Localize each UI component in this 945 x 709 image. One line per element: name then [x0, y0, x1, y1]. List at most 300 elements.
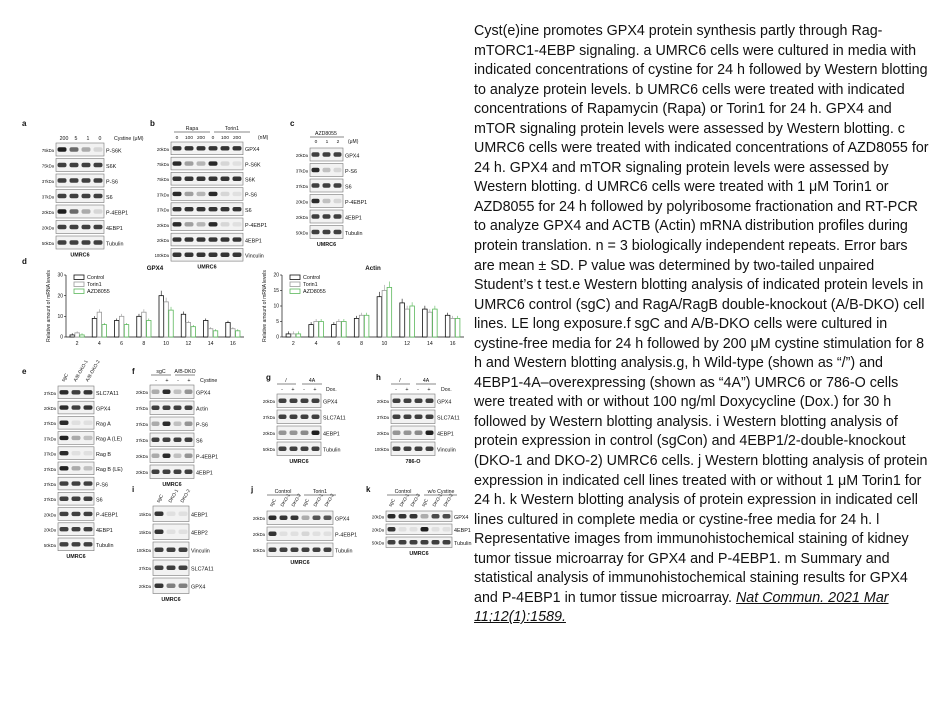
panel-c-mw-label: 20kDa — [295, 152, 308, 158]
panel-f-band-label: P-4EBP1 — [196, 454, 219, 461]
chart-0-bar — [75, 333, 79, 337]
panel-g-band — [301, 415, 309, 419]
panel-b-conc: 0 — [175, 136, 179, 141]
panel-e-band — [72, 542, 81, 546]
panel-k-band — [399, 540, 407, 544]
panel-e-band — [60, 527, 69, 531]
panel-a-band — [82, 209, 91, 213]
panel-a-mw-label: 20kDa — [41, 225, 54, 231]
panel-h-band — [393, 431, 401, 435]
panel-f-band-label: 4EBP1 — [196, 470, 213, 477]
chart-0-bar — [236, 331, 240, 337]
panel-j-lane: DKO-1 — [312, 492, 324, 508]
panel-k-band — [410, 540, 418, 544]
panel-j-band — [302, 532, 310, 536]
panel-k-band — [432, 527, 440, 531]
panel-a-band — [82, 178, 91, 182]
chart-1-bar — [382, 291, 387, 338]
panel-a-mw-label: 37kDa — [41, 178, 54, 184]
panel-j-band — [280, 548, 288, 552]
panel-k-group: Control — [394, 489, 412, 495]
figure-canvas — [20, 112, 472, 603]
panel-b-band — [209, 253, 218, 257]
panel-e-band — [84, 390, 93, 394]
chart-0-bar — [181, 314, 185, 337]
panel-b-band — [209, 207, 218, 211]
panel-i-band — [167, 530, 176, 534]
panel-b-conc: 200 — [196, 136, 206, 141]
panel-g-letter: g — [266, 373, 271, 382]
chart-0-bar — [80, 335, 84, 337]
panel-h-sign: - — [417, 387, 419, 393]
panel-b-band-label: 4EBP1 — [245, 238, 262, 245]
panel-b-strip — [171, 142, 243, 155]
panel-f-band — [163, 406, 171, 410]
panel-k-band — [421, 540, 429, 544]
panel-h-band-label: Vinculin — [437, 447, 456, 454]
panel-g-band — [301, 447, 309, 451]
chart-1-x-tick-label: 2 — [291, 341, 295, 347]
panel-b-band-label: S6 — [245, 207, 252, 214]
panel-e-band-label: Rag A (LE) — [96, 436, 123, 443]
panel-e-band-label: Rag A — [96, 421, 111, 428]
panel-f-band — [152, 406, 160, 410]
panel-f-group: sgC — [156, 369, 166, 375]
panel-a-band — [82, 147, 91, 151]
panel-c-conc: 1 — [325, 140, 329, 145]
panel-b-mw-label: 20kDa — [156, 222, 169, 228]
panel-e-band — [72, 405, 81, 409]
panel-c-mw-label: 37kDa — [295, 183, 308, 189]
panel-j-strip — [267, 543, 333, 557]
chart-0-bar — [204, 320, 208, 337]
citation-link[interactable]: Nat Commun. 2021 Mar 11;12(1):1589. — [474, 589, 889, 626]
panel-a-band — [94, 163, 103, 167]
panel-b-band — [221, 161, 230, 165]
chart-1-bar — [296, 334, 301, 337]
panel-e-band — [84, 527, 93, 531]
chart-0-bar — [124, 325, 128, 337]
panel-b-band — [185, 192, 194, 196]
panel-b-band — [233, 237, 242, 241]
panel-i-band — [179, 548, 188, 552]
panel-k-lane: sgC — [420, 497, 429, 508]
panel-b-mw-label: 20kDa — [156, 146, 169, 152]
panel-g-band — [312, 399, 320, 403]
panel-b-band-label: GPX4 — [245, 147, 260, 154]
chart-1-bar — [455, 318, 460, 337]
chart-0-legend-swatch — [74, 275, 84, 280]
chart-0-legend-swatch — [74, 282, 84, 287]
panel-c-band — [312, 183, 320, 187]
panel-e-band-label: P-S6 — [96, 482, 108, 489]
panel-c-band-label: P-4EBP1 — [345, 199, 368, 206]
panel-b-conc: 0 — [211, 136, 215, 141]
panel-k-strip — [386, 511, 452, 522]
panel-e-band-label: S6 — [96, 497, 103, 504]
panel-g-band — [279, 447, 287, 451]
chart-1-x-tick-label: 10 — [381, 341, 388, 347]
panel-e-mw-label: 37kDa — [43, 482, 56, 487]
chart-1-bar — [337, 322, 342, 338]
panel-c-mw-label: 50kDa — [295, 230, 308, 236]
panel-f-sign: - — [155, 378, 157, 384]
panel-e-mw-label: 20kDa — [43, 512, 56, 518]
panel-b-band — [209, 192, 218, 196]
panel-k-lane: DKO-1 — [431, 492, 443, 508]
chart-1-bar — [359, 315, 364, 337]
chart-0-x-tick-label: 2 — [75, 341, 79, 347]
panel-b-band — [185, 161, 194, 165]
panel-a-band — [70, 178, 79, 182]
panel-e-band-label: 4EBP1 — [96, 527, 113, 534]
chart-1-bar — [364, 315, 369, 337]
panel-g-mw-label: 20kDa — [262, 399, 275, 405]
panel-a-band-label: S6K — [106, 163, 117, 170]
panel-c-band-label: S6 — [345, 184, 352, 191]
panel-i-lane: DKO-1 — [168, 488, 181, 504]
panel-b-mw-label: 100kDa — [154, 253, 169, 259]
panel-i-band-label: 4EBP2 — [191, 530, 208, 537]
panel-i-band-label: GPX4 — [191, 584, 206, 591]
panel-e-band-label: P-4EBP1 — [96, 512, 119, 519]
panel-e-band — [84, 481, 93, 485]
chart-0-legend-swatch — [74, 289, 84, 294]
panel-j-band — [324, 548, 332, 552]
chart-1-bar — [405, 309, 410, 337]
panel-f-band-label: S6 — [196, 438, 203, 445]
panel-b-band — [197, 222, 206, 226]
panel-b-band — [173, 177, 182, 181]
chart-1-bar — [319, 322, 324, 338]
chart-0-legend-label: Torin1 — [87, 282, 102, 288]
panel-b-band — [173, 237, 182, 241]
panel-c-band — [323, 152, 331, 156]
panel-i-band-label: Vinculin — [191, 548, 210, 555]
panel-i-band — [155, 512, 164, 516]
panel-k-mw-label: 20kDa — [371, 527, 384, 533]
panel-c-band — [334, 214, 342, 218]
panel-f-cell-label: UMRC6 — [162, 482, 182, 488]
chart-0-bar — [159, 296, 163, 337]
panel-k-band — [388, 540, 396, 544]
panel-c-band-label: 4EBP1 — [345, 215, 362, 222]
panel-e-band — [60, 481, 69, 485]
panel-b-conc: 100 — [184, 136, 194, 141]
panel-h-sign: - — [395, 387, 397, 393]
panel-b-strip — [171, 188, 243, 201]
panel-e-mw-label: 37kDa — [43, 451, 56, 457]
panel-h-band — [426, 399, 434, 403]
panel-h-mw-label: 37kDa — [376, 415, 389, 421]
chart-1-x-tick-label: 16 — [449, 341, 456, 347]
panel-i-band — [179, 566, 188, 570]
panel-b-band — [221, 146, 230, 150]
panel-a-band — [58, 209, 67, 213]
panel-g-sign: + — [291, 387, 295, 393]
panel-b-band — [173, 222, 182, 226]
chart-0-bar — [169, 310, 173, 337]
panel-b-conc: 100 — [220, 136, 230, 141]
panel-j-band — [313, 548, 321, 552]
panel-e-band — [72, 390, 81, 394]
chart-0-bar — [97, 312, 101, 337]
panel-a-band — [70, 240, 79, 244]
panel-b-band — [221, 177, 230, 181]
panel-a-band — [70, 209, 79, 213]
panel-i-band — [167, 566, 176, 570]
panel-e-band — [60, 466, 69, 470]
panel-j-band — [291, 548, 299, 552]
chart-1-bar — [387, 287, 392, 337]
chart-1-y-tick-label: 0 — [276, 334, 279, 341]
panel-j-band — [302, 548, 310, 552]
panel-e-band-label: Tubulin — [96, 543, 114, 550]
panel-e-band — [72, 497, 81, 501]
panel-e-band — [84, 421, 93, 425]
panel-h-sign: + — [427, 387, 431, 393]
panel-h-band — [393, 399, 401, 403]
panel-b-band — [221, 207, 230, 211]
panel-e-lane: sgC — [61, 373, 70, 383]
panel-i-mw-label: 15kDa — [138, 512, 151, 518]
chart-0-bar — [186, 323, 190, 337]
panel-e-mw-label: 20kDa — [43, 527, 56, 533]
panel-e-band — [84, 451, 93, 455]
panel-h-band — [393, 447, 401, 451]
chart-0-x-tick-label: 14 — [207, 341, 214, 347]
chart-0-title: GPX4 — [146, 265, 164, 272]
panel-e-band — [84, 436, 93, 440]
panel-a-mw-label: 50kDa — [41, 240, 54, 246]
panel-h-band — [415, 415, 423, 419]
panel-f-band — [185, 406, 193, 410]
panel-c-band — [323, 183, 331, 187]
panel-c-band — [334, 168, 342, 172]
panel-k-lane: DKO-2 — [442, 492, 454, 508]
chart-1-bar — [450, 318, 455, 337]
panel-c-band — [312, 214, 320, 218]
panel-g-band — [312, 431, 320, 435]
panel-i-cell-label: UMRC6 — [161, 597, 181, 603]
panel-b-band — [233, 177, 242, 181]
figure-panels — [20, 112, 472, 603]
panel-h-band — [393, 415, 401, 419]
chart-1-x-tick-label: 12 — [404, 341, 411, 347]
panel-g-band — [279, 399, 287, 403]
panel-c-band-label: GPX4 — [345, 153, 360, 160]
panel-a-band — [94, 209, 103, 213]
panel-i-lane: sgC — [156, 494, 165, 504]
chart-1-legend-swatch — [290, 282, 300, 287]
panel-h-sign: + — [405, 387, 409, 393]
panel-j-band — [291, 516, 299, 520]
panel-f-band — [163, 470, 171, 474]
chart-1-legend-label: Torin1 — [303, 282, 318, 288]
panel-a-band — [70, 225, 79, 229]
panel-b-letter: b — [150, 119, 155, 128]
panel-i-band — [179, 584, 188, 588]
chart-1-bar — [309, 325, 314, 337]
panel-k-lane: DKO-1 — [398, 492, 410, 508]
panel-c-mw-label: 20kDa — [295, 199, 308, 205]
panel-e-lane: A/B-DKO-2 — [85, 359, 102, 383]
panel-i-mw-label: 15kDa — [138, 530, 151, 536]
panel-j-mw-label: 20kDa — [252, 532, 265, 538]
panel-b-band — [233, 146, 242, 150]
chart-0-bar — [119, 316, 123, 337]
panel-f-mw-label: 20kDa — [135, 470, 148, 476]
panel-k-band — [443, 540, 451, 544]
panel-e-band — [84, 405, 93, 409]
chart-1-bar — [433, 309, 438, 337]
panel-k-band — [432, 514, 440, 518]
panel-h-band — [426, 431, 434, 435]
panel-f-mw-label: 20kDa — [135, 390, 148, 396]
panel-k-band — [399, 514, 407, 518]
panel-f-sign: - — [177, 378, 179, 384]
caption-text: Cyst(e)ine promotes GPX4 protein synthesis partly through Rag-mTORC1-4EBP signaling. a UMRC6 cells were cultured in media with indicated concentrations of cystine for 24 h followed by Western blotting to analyze protein levels. b UMRC6 cells were treated with indicated concentrations of Rapamycin (Rapa) or Torin1 for 24 h. GPX4 and mTOR signaling protein levels were assessed by Western blotting. c UMRC6 cells were treated with indicated concentrations of AZD8055 for 24 h. GPX4 and mTOR signaling protein levels were assessed by Western blotting. d UMRC6 cells were treated with 1 μM Torin1 or AZD8055 for 24 h followed by polyribosome fractionation and RT-PCR to analyze GPX4 and ACTB (Actin) mRNA distribution profiles during protein translation. n = 3 biologically independent repeats. Error bars are mean ± SD. P value was determined by two-tailed unpaired Student’s t test.e Western blotting analysis of indicated protein levels in UMRC6 control (sgC) and RagA/RagB double-knockout (A/B-DKO) cell lines. LE long exposure.f sgC and A/B-DKO cells were cultured in cystine-free media for 24 h followed by 200 μM cystine stimulation for 8 h and Western blotting analysis.g, h Wild-type (shown as “/”) and 4EBP1-4A–overexpressing (shown as “4A”) UMRC6 or 786-O cells were treated with or without 100 ng/ml Doxycycline (Dox.) for 30 h followed by Western blotting analysis. i Western blotting analysis of protein expression in control (sgCon) and 4EBP1/2-double-knockout (DKO-1 and DKO-2) UMRC6 cells. j Western blotting analysis of protein expression in indicated cell lines treated with or without 1 μM Torin1 for 24 h. k Western blotting analysis of protein expression in indicated cell lines cultured in complete media or cystine-free media for 24 h. l Representative images from immunohistochemical staining of kidney tumor tissue microarray for GPX4 and P-4EBP1. m Summary and statistical analysis of immunohistochemical staining results for GPX4 and P-4EBP1 in tumor tissue microarray. — [474, 23, 929, 606]
panel-i-band-label: 4EBP1 — [191, 512, 208, 519]
panel-h-band — [415, 431, 423, 435]
panel-b-mw-label: 37kDa — [156, 207, 169, 213]
panel-c-cell-label: UMRC6 — [316, 242, 337, 248]
panel-e-band — [72, 512, 81, 516]
panel-k-band — [432, 540, 440, 544]
panel-f-band — [163, 422, 171, 426]
panel-g-cell-label: UMRC6 — [289, 459, 309, 465]
panel-a-band — [58, 163, 67, 167]
panel-f-band — [163, 454, 171, 458]
panel-a-band — [70, 147, 79, 151]
panel-g-sign: - — [281, 387, 283, 393]
panel-f-sign: + — [187, 378, 191, 384]
panel-b-cell-label: UMRC6 — [197, 264, 217, 271]
panel-b-band — [233, 253, 242, 257]
panel-j-band — [269, 532, 277, 536]
panel-g-band — [290, 399, 298, 403]
panel-h-band — [415, 447, 423, 451]
chart-0-x-tick-label: 8 — [142, 341, 146, 347]
panel-b-unit: (nM) — [258, 135, 269, 141]
chart-1-bar — [377, 297, 382, 337]
chart-0-x-tick-label: 16 — [229, 341, 236, 347]
panel-h-cell-label: 786-O — [405, 459, 421, 465]
panel-k-band-label: GPX4 — [454, 515, 469, 521]
panel-f-group: A/B-DKO — [174, 369, 196, 375]
chart-1-legend-swatch — [290, 289, 300, 294]
panel-i-lane: DKO-2 — [180, 488, 193, 504]
panel-f-band — [174, 406, 182, 410]
panel-j-letter: j — [251, 485, 254, 494]
panel-b-strip — [171, 157, 243, 170]
panel-a-conc: 5 — [74, 136, 78, 142]
panel-f-band — [185, 422, 193, 426]
panel-e-band-label: SLC7A11 — [96, 391, 119, 398]
panel-e-band — [84, 497, 93, 501]
chart-0-legend-label: Control — [87, 275, 105, 281]
panel-f-band — [185, 454, 193, 458]
panel-i-band-label: SLC7A11 — [191, 566, 214, 573]
panel-e-band — [60, 497, 69, 501]
panel-a-band-label: 4EBP1 — [106, 225, 123, 232]
panel-a-band-label: P-S6 — [106, 179, 118, 186]
panel-b-band — [209, 161, 218, 165]
panel-f-band — [163, 390, 171, 394]
panel-i-letter: i — [132, 485, 135, 494]
panel-b-band — [173, 207, 182, 211]
panel-j-band — [313, 532, 321, 536]
panel-a-band — [58, 240, 67, 244]
panel-g-band — [301, 431, 309, 435]
panel-b-strip — [171, 233, 243, 246]
panel-k-band — [388, 527, 396, 531]
panel-k-band — [388, 514, 396, 518]
panel-b-strip — [171, 172, 243, 185]
panel-k-letter: k — [366, 485, 371, 494]
panel-g-band — [301, 399, 309, 403]
panel-c-band-label: P-S6 — [345, 168, 357, 175]
panel-b-band — [185, 207, 194, 211]
panel-i-mw-label: 100kDa — [136, 548, 151, 554]
chart-0-x-tick-label: 4 — [97, 341, 101, 347]
panel-f-band — [152, 470, 160, 474]
panel-j-lane: sgC — [301, 497, 310, 508]
panel-f-band-label: GPX4 — [196, 390, 211, 397]
panel-a-band-label: S6 — [106, 194, 113, 201]
panel-k-strip — [386, 524, 452, 535]
panel-b-band-label: S6K — [245, 177, 256, 184]
panel-a-band — [58, 147, 67, 151]
panel-c-band — [312, 168, 320, 172]
panel-a-band — [94, 194, 103, 198]
panel-b-band — [173, 192, 182, 196]
panel-h-band-label: GPX4 — [437, 399, 452, 406]
panel-b-band — [173, 253, 182, 257]
panel-f-band — [152, 390, 160, 394]
panel-g-group: / — [285, 378, 287, 384]
panel-b-mw-label: 37kDa — [156, 192, 169, 198]
panel-h-band — [404, 431, 412, 435]
panel-b-band — [197, 237, 206, 241]
panel-f-sign: + — [165, 378, 169, 384]
chart-1-bar — [314, 322, 319, 338]
chart-1-x-tick-label: 8 — [360, 341, 364, 347]
panel-f-mw-label: 37kDa — [135, 422, 148, 428]
panel-c-band — [334, 230, 342, 234]
panel-c-mw-label: 37kDa — [295, 168, 308, 174]
panel-e-band — [60, 405, 69, 409]
panel-k-mw-label: 20kDa — [371, 514, 384, 520]
panel-a-band — [94, 240, 103, 244]
panel-e-band — [72, 451, 81, 455]
panel-g-mw-label: 20kDa — [262, 431, 275, 437]
chart-1-y-tick-label: 20 — [273, 272, 279, 279]
panel-a-cell-label: UMRC6 — [70, 252, 90, 259]
panel-f-band — [185, 470, 193, 474]
panel-b-band — [185, 237, 194, 241]
panel-a-band — [82, 163, 91, 167]
panel-c-band — [323, 168, 331, 172]
panel-k-lane: sgC — [387, 497, 396, 508]
panel-e-band — [60, 390, 69, 394]
panel-i-band — [155, 548, 164, 552]
panel-f-mw-label: 37kDa — [135, 406, 148, 412]
panel-i-mw-label: 20kDa — [138, 584, 151, 590]
panel-a-band — [70, 163, 79, 167]
panel-h-band — [415, 399, 423, 403]
panel-j-band-label: GPX4 — [335, 516, 350, 523]
